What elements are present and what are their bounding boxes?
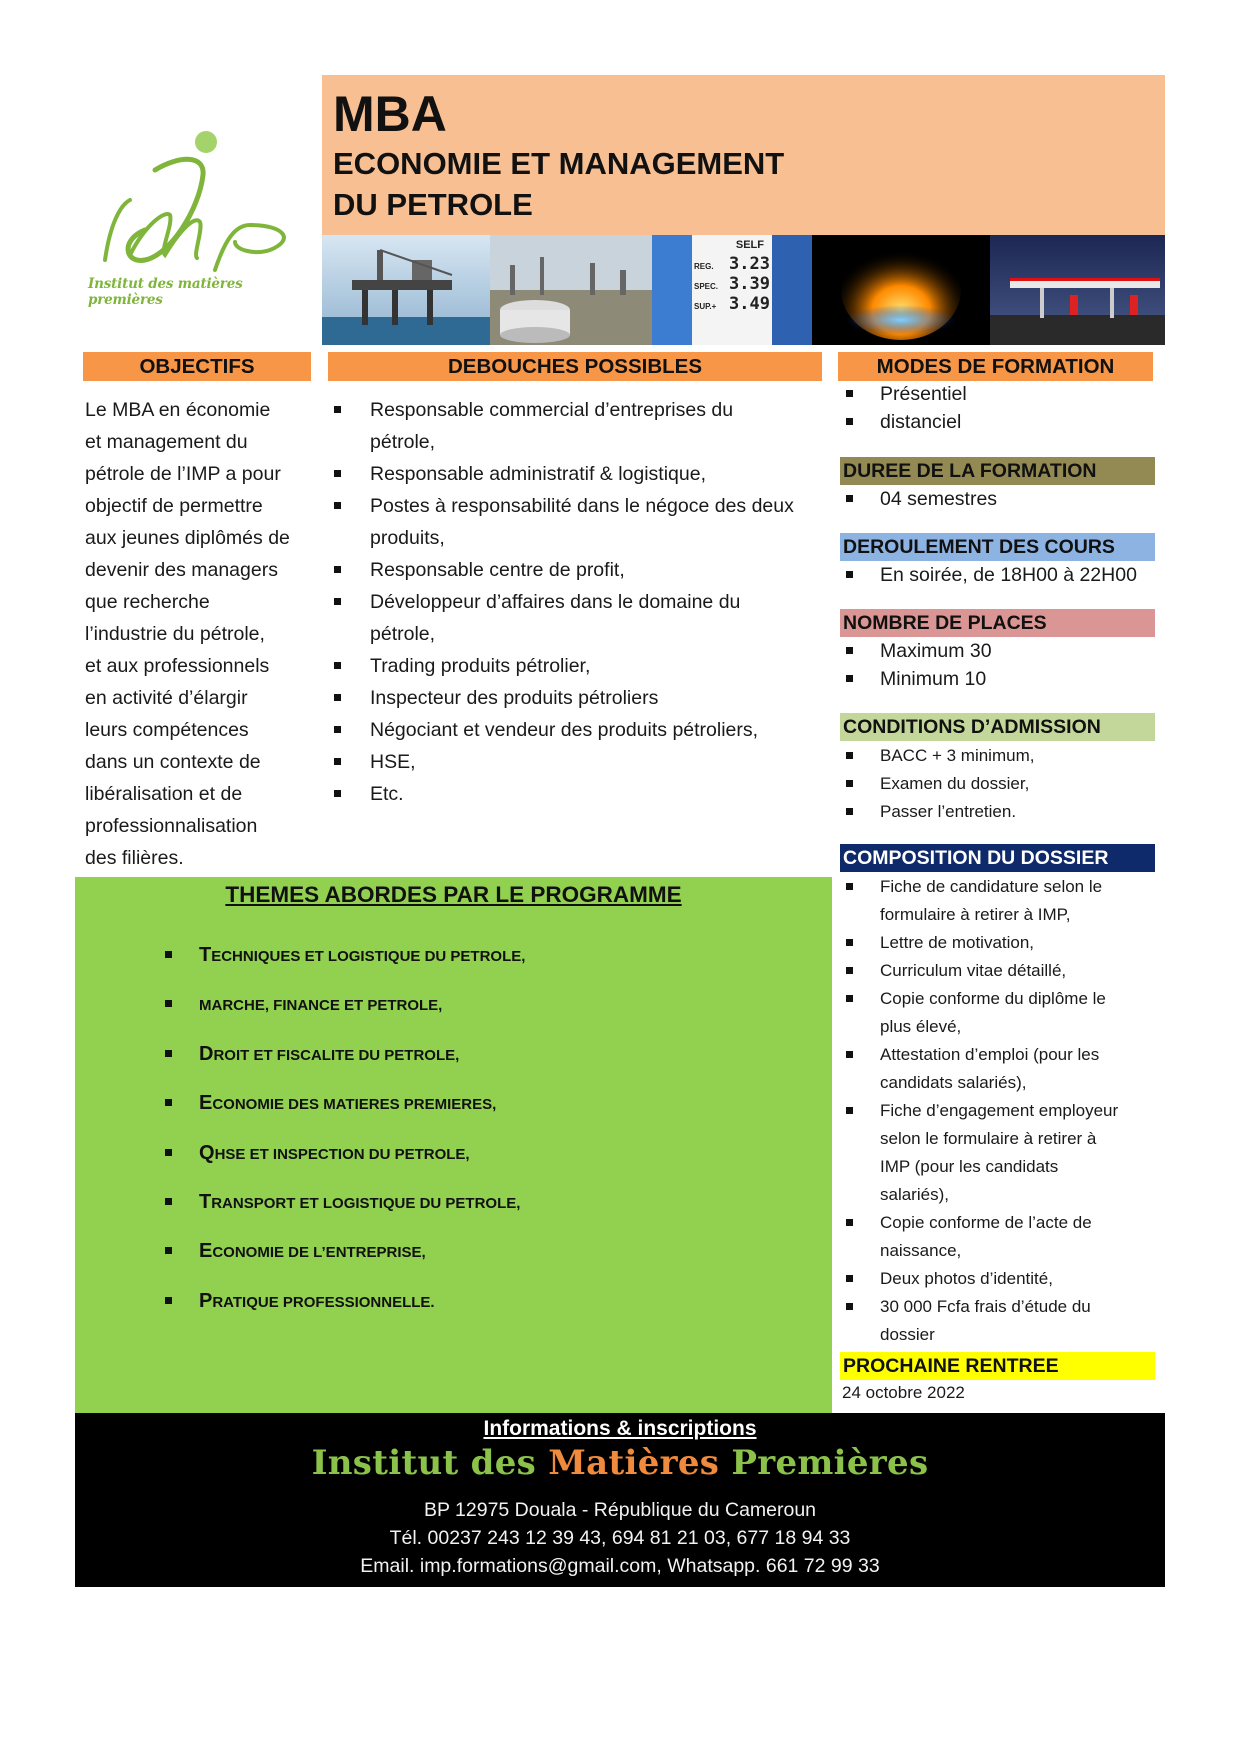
square-bullet-icon (846, 495, 853, 502)
list-item: Présentiel (842, 380, 1162, 408)
list-item: HSE, (330, 746, 820, 778)
list-item: Passer l’entretien. (842, 798, 1162, 826)
photo-gas-flame (812, 235, 990, 345)
square-bullet-icon (165, 1099, 172, 1106)
objectifs-line: devenir des managers (85, 559, 278, 581)
square-bullet-icon (846, 780, 853, 787)
list-item: Examen du dossier, (842, 770, 1162, 798)
list-item: QHSE ET INSPECTION DU PETROLE, (87, 1137, 787, 1186)
square-bullet-icon (846, 571, 853, 578)
square-bullet-icon (165, 1000, 172, 1007)
list-item: TECHNIQUES ET LOGISTIQUE DU PETROLE, (87, 939, 787, 988)
list-item: TRANSPORT ET LOGISTIQUE DU PETROLE, (87, 1186, 787, 1235)
objectifs-line: en activité d’élargir (85, 687, 248, 709)
square-bullet-icon (334, 790, 341, 797)
list-item: Négociant et vendeur des produits pétroliers, (330, 714, 820, 746)
rentree-heading: PROCHAINE RENTREE (840, 1352, 1155, 1380)
square-bullet-icon (846, 647, 853, 654)
duree-heading: DUREE DE LA FORMATION (840, 457, 1155, 485)
square-bullet-icon (846, 1303, 853, 1310)
list-item: Attestation d’emploi (pour les candidats salariés), (842, 1041, 1162, 1097)
square-bullet-icon (846, 939, 853, 946)
square-bullet-icon (334, 470, 341, 477)
photo-refinery (490, 235, 652, 345)
square-bullet-icon (165, 1297, 172, 1304)
objectifs-line: aux jeunes diplômés de (85, 527, 290, 549)
pump-grade: REG. (694, 262, 714, 271)
themes-heading: THEMES ABORDES PAR LE PROGRAMME (225, 882, 682, 907)
list-item: Responsable commercial d’entreprises du pétrole, (330, 394, 820, 458)
footer-address: BP 12975 Douala - République du Cameroun (423, 1499, 817, 1521)
list-item: Copie conforme de l’acte de naissance, (842, 1209, 1162, 1265)
pump-price: 3.39 (729, 274, 770, 294)
list-item: Maximum 30 (842, 637, 1162, 665)
conditions-heading: CONDITIONS D’ADMISSION (840, 713, 1155, 741)
objectifs-line: et management du (85, 431, 248, 453)
objectifs-heading: OBJECTIFS (83, 352, 311, 381)
objectifs-line: dans un contexte de (85, 751, 261, 773)
objectifs-line: des filières. (85, 847, 184, 869)
square-bullet-icon (846, 418, 853, 425)
footer-email: Email. imp.formations@gmail.com, Whatsapp. 661 72 99 33 (360, 1555, 880, 1577)
page-subtitle-line2: DU PETROLE (333, 187, 533, 222)
square-bullet-icon (846, 752, 853, 759)
photo-fuel-prices (652, 235, 812, 345)
square-bullet-icon (165, 1149, 172, 1156)
square-bullet-icon (846, 675, 853, 682)
dossier-heading: COMPOSITION DU DOSSIER (840, 844, 1155, 872)
list-item: PRATIQUE PROFESSIONNELLE. (87, 1285, 787, 1334)
footer-institute-name: Institut des Matières Premières (311, 1443, 929, 1483)
list-item: Copie conforme du diplôme le plus élevé, (842, 985, 1162, 1041)
list-item: Développeur d’affaires dans le domaine du pétrole, (330, 586, 820, 650)
objectifs-line: libéralisation et de (85, 783, 243, 805)
rentree-date: 24 octobre 2022 (842, 1383, 965, 1402)
themes-panel (75, 877, 832, 1413)
list-item: MARCHE, FINANCE ET PETROLE, (87, 988, 787, 1037)
deroulement-heading: DEROULEMENT DES COURS (840, 533, 1155, 561)
objectifs-line: l’industrie du pétrole, (85, 623, 265, 645)
objectifs-line: Le MBA en économie (85, 399, 271, 421)
list-item: distanciel (842, 408, 1162, 436)
square-bullet-icon (846, 1107, 853, 1114)
photo-strip (322, 235, 1165, 345)
pump-price: 3.49 (729, 294, 770, 314)
list-item: Postes à responsabilité dans le négoce des deux produits, (330, 490, 820, 554)
square-bullet-icon (846, 1275, 853, 1282)
list-item: Etc. (330, 778, 820, 810)
pump-grade: SUP.+ (694, 302, 717, 311)
objectifs-line: et aux professionnels (85, 655, 270, 677)
square-bullet-icon (165, 1247, 172, 1254)
page-title: MBA (333, 86, 447, 142)
square-bullet-icon (846, 1051, 853, 1058)
places-heading: NOMBRE DE PLACES (840, 609, 1155, 637)
modes-list (842, 380, 1162, 436)
deroulement-list (842, 561, 1162, 589)
square-bullet-icon (334, 566, 341, 573)
square-bullet-icon (846, 967, 853, 974)
debouches-heading: DEBOUCHES POSSIBLES (328, 352, 822, 381)
list-item: BACC + 3 minimum, (842, 742, 1162, 770)
logo-caption: Institut des matières premières (88, 276, 243, 308)
photo-gas-station (990, 235, 1165, 345)
square-bullet-icon (334, 598, 341, 605)
pump-grade: SPEC. (694, 282, 719, 291)
pump-price: 3.23 (729, 254, 770, 274)
square-bullet-icon (846, 808, 853, 815)
objectifs-line: professionnalisation (85, 815, 258, 837)
duree-list (842, 485, 1162, 513)
list-item: Lettre de motivation, (842, 929, 1162, 957)
title-banner (322, 75, 1165, 235)
square-bullet-icon (846, 1219, 853, 1226)
square-bullet-icon (165, 951, 172, 958)
square-bullet-icon (334, 694, 341, 701)
page-subtitle-line1: ECONOMIE ET MANAGEMENT (333, 146, 785, 181)
square-bullet-icon (165, 1050, 172, 1057)
square-bullet-icon (846, 995, 853, 1002)
objectifs-line: leurs compétences (85, 719, 249, 741)
debouches-list (330, 394, 820, 810)
dossier-list (842, 873, 1162, 1349)
list-item: Curriculum vitae détaillé, (842, 957, 1162, 985)
square-bullet-icon (334, 758, 341, 765)
list-item: Minimum 10 (842, 665, 1162, 693)
themes-list (87, 939, 787, 1334)
modes-heading: MODES DE FORMATION (838, 352, 1153, 381)
list-item: 04 semestres (842, 485, 1162, 513)
square-bullet-icon (846, 883, 853, 890)
list-item: Fiche de candidature selon le formulaire à retirer à IMP, (842, 873, 1162, 929)
square-bullet-icon (334, 662, 341, 669)
list-item: Trading produits pétrolier, (330, 650, 820, 682)
list-item: DROIT ET FISCALITE DU PETROLE, (87, 1038, 787, 1087)
list-item: Responsable administratif & logistique, (330, 458, 820, 490)
list-item: ECONOMIE DES MATIERES PREMIERES, (87, 1087, 787, 1136)
list-item: Fiche d’engagement employeur selon le formulaire à retirer à IMP (pour les candidats salariés), (842, 1097, 1162, 1209)
places-list (842, 637, 1162, 693)
square-bullet-icon (334, 406, 341, 413)
square-bullet-icon (846, 390, 853, 397)
conditions-list (842, 742, 1162, 826)
objectifs-line: objectif de permettre (85, 495, 263, 517)
list-item: 30 000 Fcfa frais d’étude du dossier (842, 1293, 1162, 1349)
square-bullet-icon (334, 726, 341, 733)
square-bullet-icon (334, 502, 341, 509)
objectifs-line: que recherche (85, 591, 210, 613)
list-item: Deux photos d’identité, (842, 1265, 1162, 1293)
square-bullet-icon (165, 1198, 172, 1205)
list-item: Inspecteur des produits pétroliers (330, 682, 820, 714)
list-item: ECONOMIE DE L’ENTREPRISE, (87, 1235, 787, 1284)
objectifs-text (85, 394, 311, 874)
footer-info-heading: Informations & inscriptions (483, 1417, 757, 1440)
imp-logo-mark (85, 130, 311, 280)
list-item: Responsable centre de profit, (330, 554, 820, 586)
pump-sign-label: SELF (735, 239, 764, 251)
contact-footer (75, 1413, 1165, 1587)
photo-offshore-rig (322, 235, 490, 345)
footer-phone: Tél. 00237 243 12 39 43, 694 81 21 03, 677 18 94 33 (389, 1527, 851, 1549)
pump-sign (694, 239, 770, 314)
objectifs-line: pétrole de l’IMP a pour (85, 463, 281, 485)
list-item: En soirée, de 18H00 à 22H00 (842, 561, 1162, 589)
